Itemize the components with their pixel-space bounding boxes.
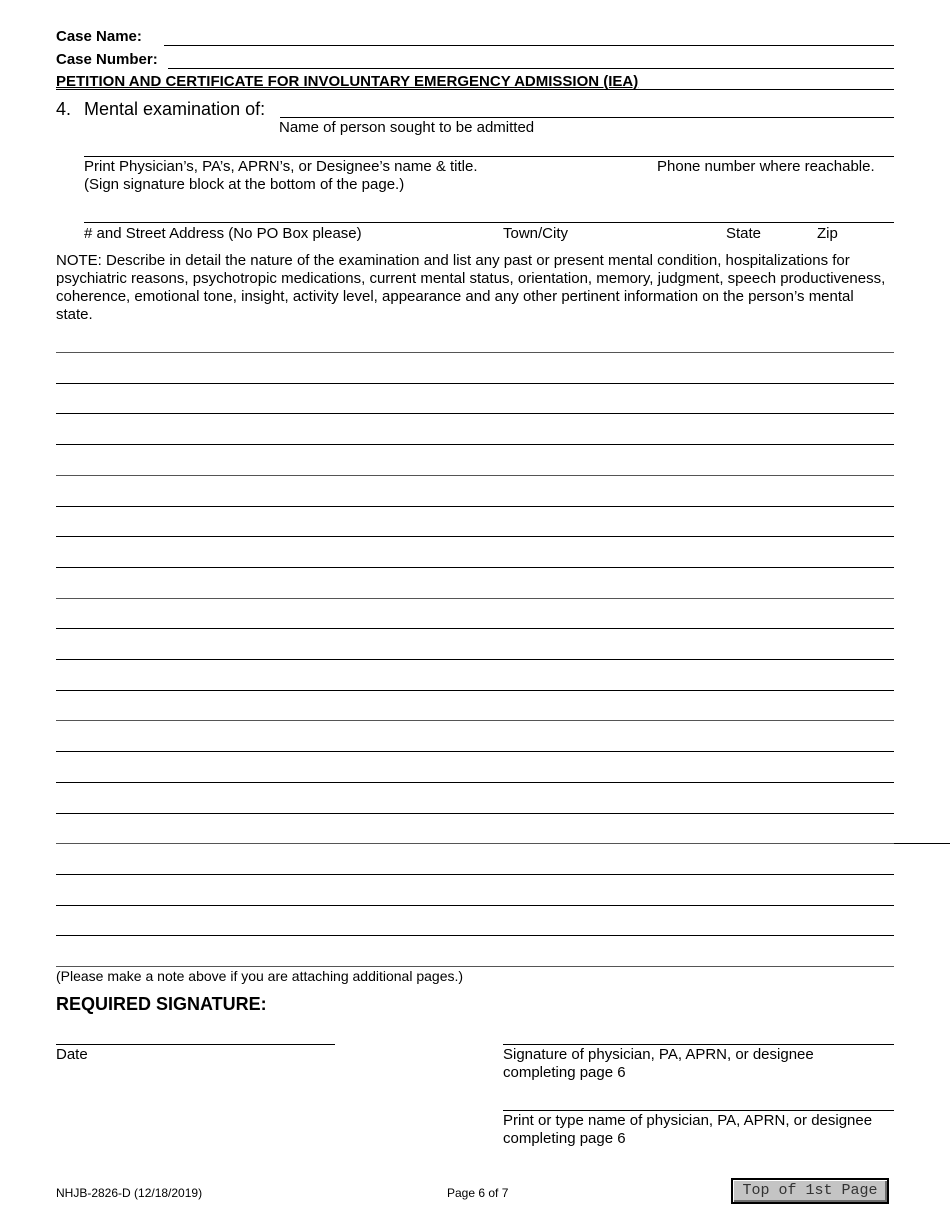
- writing-line: [56, 567, 894, 568]
- case-number-label: Case Number:: [56, 51, 158, 68]
- person-name-caption: Name of person sought to be admitted: [279, 119, 535, 136]
- attach-note: (Please make a note above if you are attaching additional pages.): [56, 968, 464, 984]
- margin-tick: [894, 843, 950, 844]
- address-line: [84, 222, 894, 223]
- address-caption: # and Street Address (No PO Box please): [84, 225, 362, 242]
- physician-name-input[interactable]: [86, 137, 892, 155]
- physician-caption: Print Physician’s, PA’s, APRN’s, or Designee’s name & title.: [84, 158, 478, 175]
- writing-line: [56, 659, 894, 660]
- writing-line: [56, 720, 894, 721]
- form-id: NHJB-2826-D (12/18/2019): [56, 1186, 203, 1200]
- writing-line: [56, 690, 894, 691]
- writing-line: [56, 843, 894, 844]
- signature-input[interactable]: [505, 1025, 892, 1043]
- address-input[interactable]: [86, 203, 892, 221]
- form-title: PETITION AND CERTIFICATE FOR INVOLUNTARY EMERGENCY ADMISSION (IEA): [56, 73, 639, 90]
- signature-caption-2: completing page 6: [503, 1064, 626, 1081]
- writing-line: [56, 444, 894, 445]
- writing-line: [56, 598, 894, 599]
- printed-name-caption: Print or type name of physician, PA, APRN, or designee: [503, 1112, 873, 1129]
- title-rule: [56, 89, 894, 90]
- person-name-input[interactable]: [284, 97, 892, 116]
- printed-name-input[interactable]: [505, 1091, 892, 1109]
- date-caption: Date: [56, 1046, 88, 1063]
- printed-name-caption-2: completing page 6: [503, 1130, 626, 1147]
- case-number-line: [168, 68, 894, 69]
- section-title: Mental examination of:: [84, 99, 266, 119]
- writing-line: [56, 536, 894, 537]
- writing-line: [56, 935, 894, 936]
- writing-line: [56, 506, 894, 507]
- writing-line: [56, 813, 894, 814]
- writing-line: [56, 383, 894, 384]
- writing-line: [56, 413, 894, 414]
- page-number: Page 6 of 7: [447, 1186, 509, 1200]
- case-name-line: [164, 45, 894, 46]
- printed-name-line: [503, 1110, 894, 1111]
- date-input[interactable]: [58, 1025, 332, 1043]
- physician-line: [84, 156, 894, 157]
- state-caption: State: [726, 225, 762, 242]
- note-text: NOTE: Describe in detail the nature of the examination and list any past or present mental condition, hospitalizations for psychiatric reasons, psychotropic medications, current mental status, orientation, memory, judgment, speech productiveness, coherence, emotional tone, insight, activity level, appearance and any other pertinent information on the person’s mental state.: [56, 252, 886, 323]
- writing-line: [56, 352, 894, 353]
- town-caption: Town/City: [503, 225, 569, 242]
- writing-line: [56, 751, 894, 752]
- zip-caption: Zip: [817, 225, 838, 242]
- date-line: [56, 1044, 335, 1045]
- person-name-line: [280, 117, 894, 118]
- writing-line: [56, 905, 894, 906]
- top-of-first-page-button[interactable]: Top of 1st Page: [731, 1178, 889, 1204]
- writing-line: [56, 874, 894, 875]
- case-name-label: Case Name:: [56, 28, 142, 45]
- case-name-input[interactable]: [168, 27, 892, 45]
- signature-caption: Signature of physician, PA, APRN, or designee: [503, 1046, 814, 1063]
- section-number: 4.: [56, 99, 72, 119]
- writing-line: [56, 628, 894, 629]
- writing-line: [56, 475, 894, 476]
- case-number-input[interactable]: [172, 50, 892, 68]
- signature-line: [503, 1044, 894, 1045]
- required-signature-heading: REQUIRED SIGNATURE:: [56, 994, 267, 1014]
- writing-line: [56, 782, 894, 783]
- physician-caption-2: (Sign signature block at the bottom of the page.): [84, 176, 405, 193]
- phone-caption: Phone number where reachable.: [657, 158, 875, 175]
